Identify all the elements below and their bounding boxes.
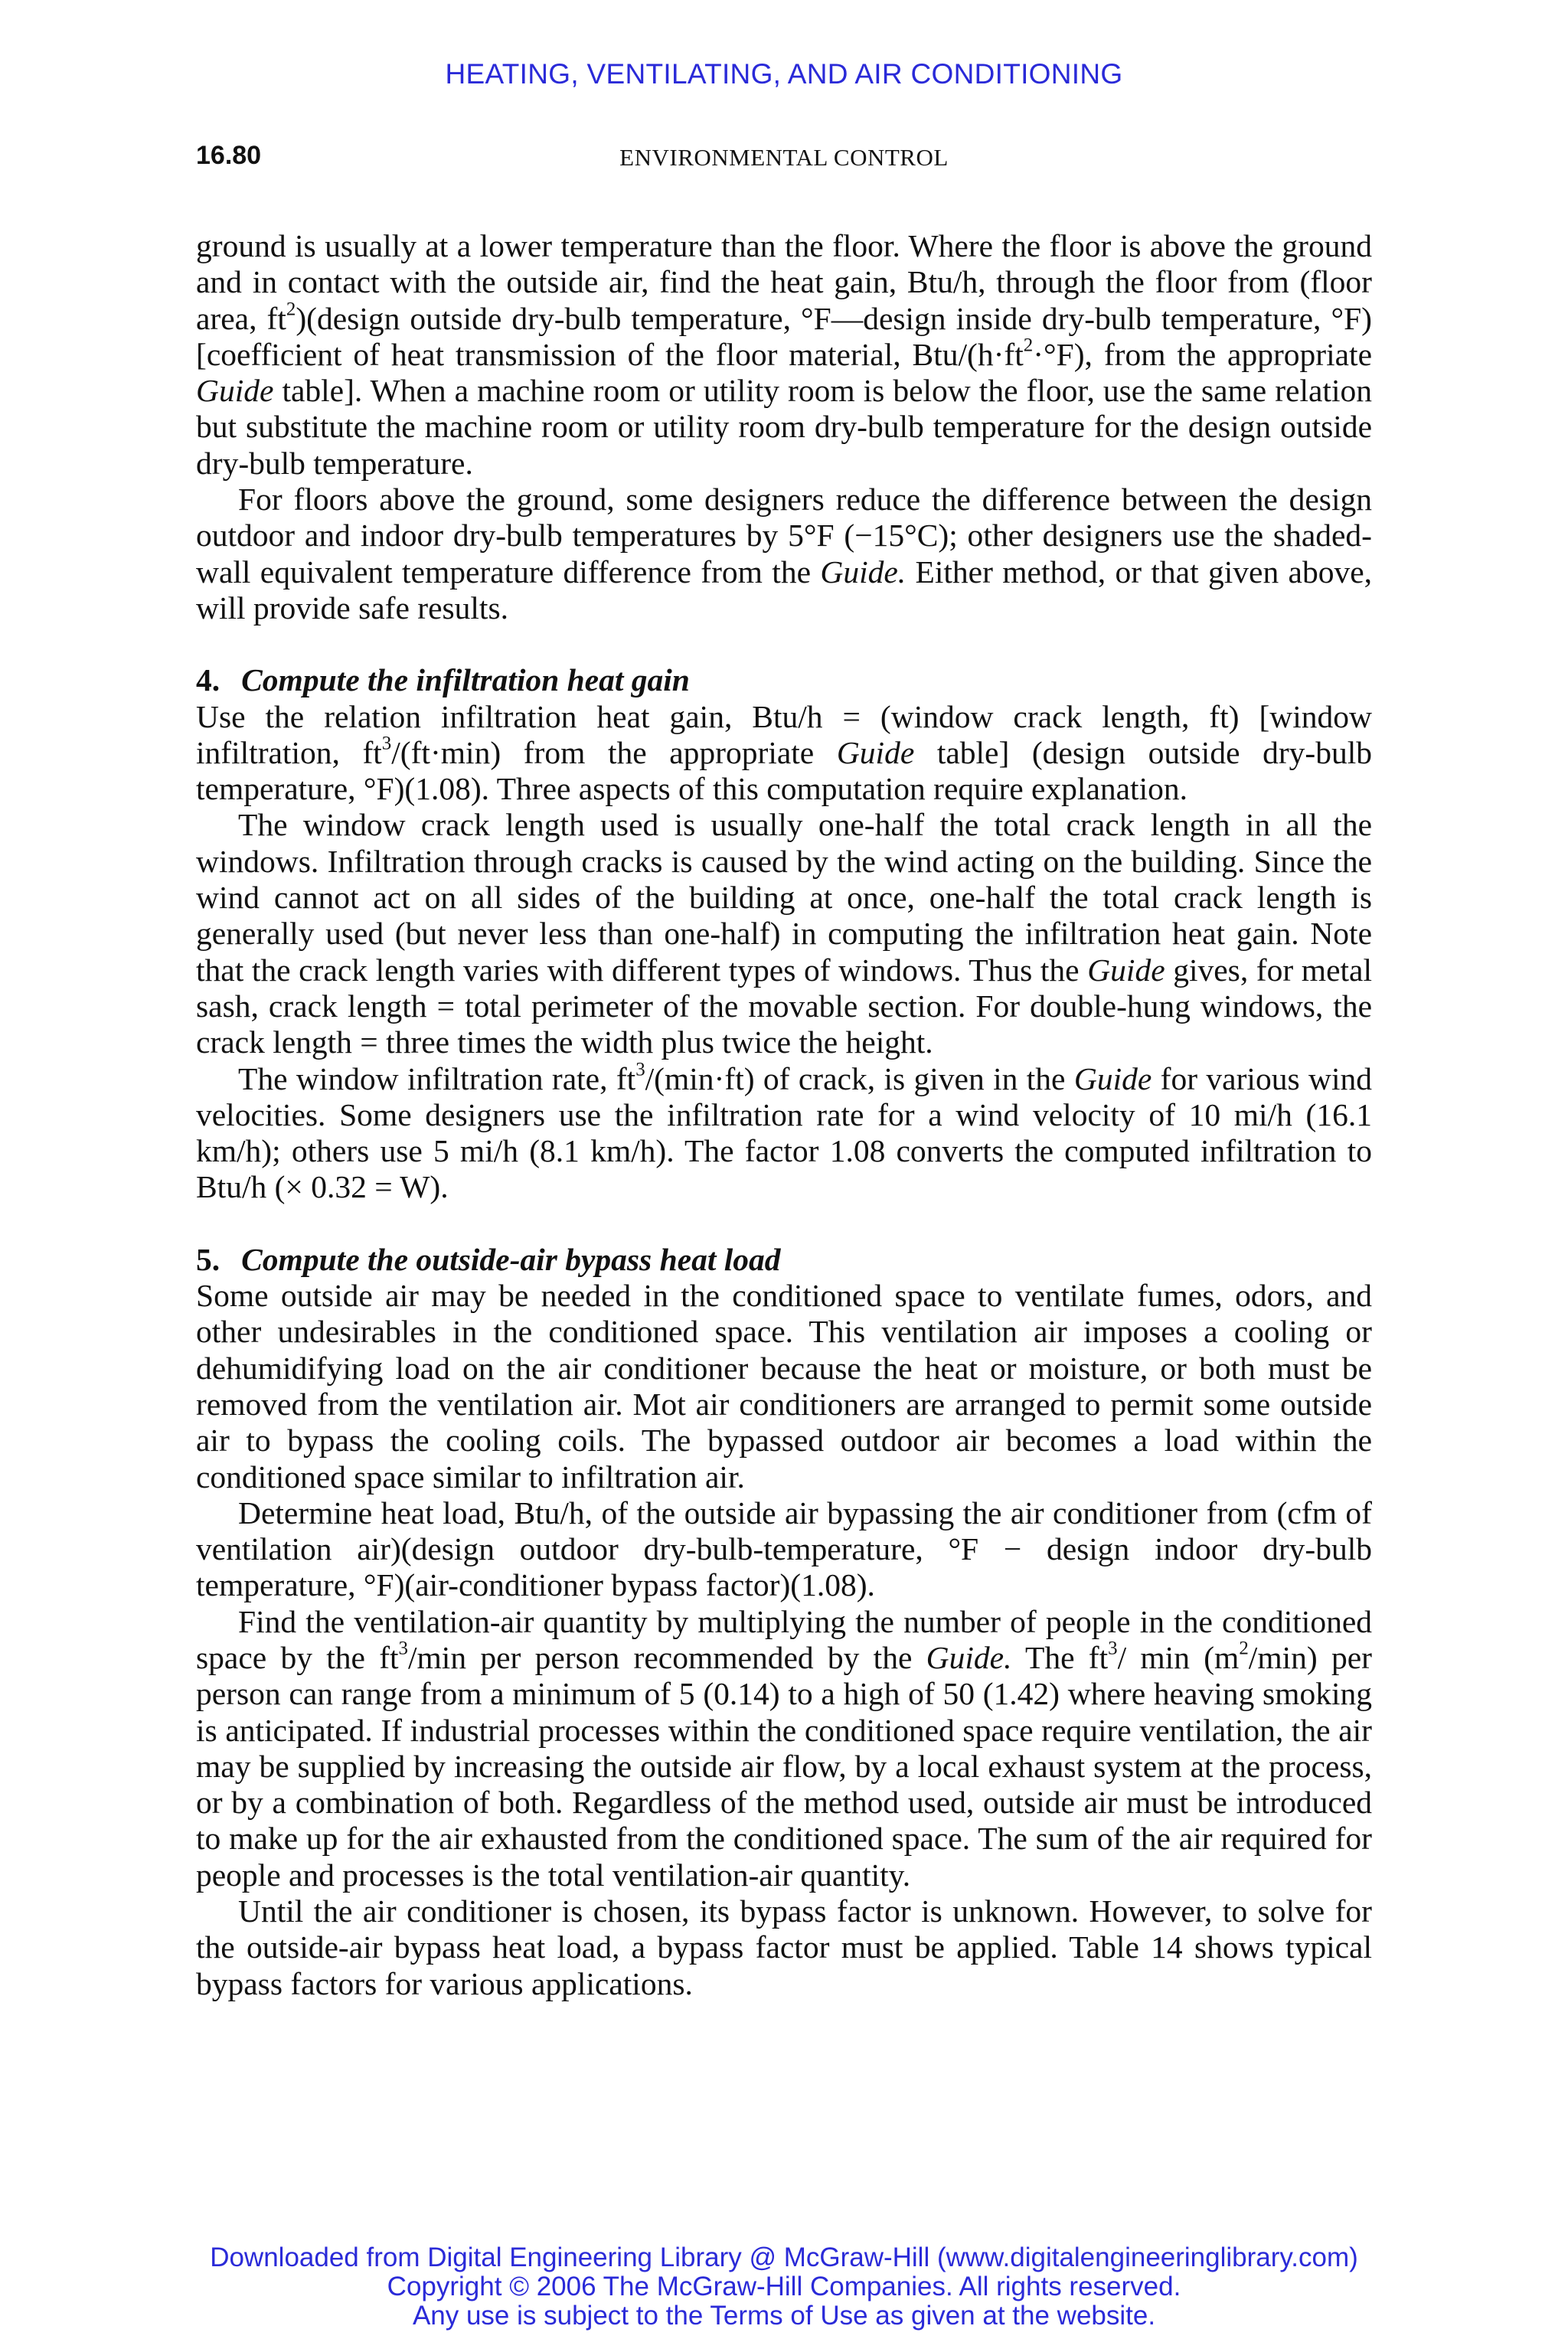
paragraph-outside-air: Some outside air may be needed in the conditioned space to ventilate fumes, odors, and other undesirables in the conditioned space. This ventilation air imposes a cooling or dehumidifying load on the air conditioner because the heat or moisture, or both must be removed from the ventilation air. Mot air conditioners are arranged to permit some outside air to bypass the cooling coils. The bypassed outdoor air becomes a load within the conditioned space similar to infiltration air. [196,1278,1372,1494]
paragraph-bypass-factor: Until the air conditioner is chosen, its bypass factor is unknown. However, to solve for the outside-air bypass heat load, a bypass factor must be applied. Table 14 shows typical bypass factors for various applications. [196,1893,1372,2001]
step-title: Compute the outside-air bypass heat load [241,1241,781,1277]
page-number: 16.80 [196,141,262,170]
step-title: Compute the infiltration heat gain [241,662,690,698]
paragraph-bypass-heat-load: Determine heat load, Btu/h, of the outside air bypassing the air conditioner from (cfm of ventilation air)(design outdoor dry-bulb-temperature, °F − design indoor dry-bulb temperature, °F)(air-conditioner bypass factor)(1.08). [196,1494,1372,1603]
step-number: 4. [196,662,220,698]
footer-terms: Any use is subject to the Terms of Use as given at the website. [412,2301,1156,2331]
step-number: 5. [196,1241,220,1277]
paragraph-infiltration-relation: Use the relation infiltration heat gain, Btu/h = (window crack length, ft) [window infiltration, $ft^3/(ft\cdot\min)$ from the appropriate Guide table] (design outside dry-bulb temperature, °F)(1.08). Three aspects of this computation require explanation. [196,698,1372,807]
paragraph-ventilation-quantity: Find the ventilation-air quantity by multiplying the number of people in the conditioned space by the $ft^3/\min$ per person recommended by the Guide. The $ft^3/$ $\min (m^2/\min)$ per person can range from a minimum of 5 (0.14) to a high of 50 (1.42) where heaving smoking is anticipated. If industrial processes within the conditioned space require ventilation, the air may be supplied by increasing the outside air flow, by a local exhaust system at the process, or by a combination of both. Regardless of the method used, outside air must be introduced to make up for the air exhausted from the conditioned space. The sum of the air required for people and processes is the total ventilation-air quantity. [196,1603,1372,1893]
footer-notice [0,2243,1568,2331]
paragraph-crack-length: The window crack length used is usually one-half the total crack length in all the windows. Infiltration through cracks is caused by the wind acting on the building. Since the wind cannot act on all sides of the building at once, one-half the total crack length is generally used (but never less than one-half) in computing the infiltration heat gain. Note that the crack length varies with different types of windows. Thus the Guide gives, for metal sash, crack length = total perimeter of the movable section. For double-hung windows, the crack length = three times the width plus twice the height. [196,807,1372,1060]
step-4-heading [196,662,1372,698]
paragraph-floor-heat-gain: ground is usually at a lower temperature than the floor. Where the floor is above the ground and in contact with the outside air, find the heat gain, Btu/h, through the floor from (floor area, $ft^2)(design$ outside dry-bulb temperature, °F—design inside dry-bulb temperature, °F) [coefficient of heat transmission of the floor material, Btu/$(h\cdot ft^2\cdot^\circ F)$, from the appropriate Guide table]. When a machine room or utility room is below the floor, use the same relation but substitute the machine room or utility room dry-bulb temperature for the design outside dry-bulb temperature. [196,228,1372,481]
book-title-banner: HEATING, VENTILATING, AND AIR CONDITIONING [445,58,1123,90]
footer-copyright: Copyright © 2006 The McGraw-Hill Companies. All rights reserved. [387,2272,1181,2301]
paragraph-infiltration-rate: The window infiltration rate, $ft^3/(\min\cdot ft)$ of crack, is given in the Guide for various wind velocities. Some designers use the infiltration rate for a wind velocity of 10 mi/h (16.1 km/h); others use 5 mi/h (8.1 km/h). The factor 1.08 converts the computed infiltration to Btu/h (× 0.32 = W). [196,1058,1372,1205]
step-5-heading [196,1242,1372,1278]
footer-download-link[interactable]: Downloaded from Digital Engineering Library @ McGraw-Hill (www.digitalengineeringlibrary.com) [210,2243,1358,2272]
page-body [196,228,1372,2002]
paragraph-floors-above-ground: For floors above the ground, some designers reduce the difference between the design outdoor and indoor dry-bulb temperatures by 5°F (−15°C); other designers use the shaded-wall equivalent temperature difference from the Guide. Either method, or that given above, will provide safe results. [196,482,1373,626]
section-title: ENVIRONMENTAL CONTROL [619,144,949,171]
running-head [196,141,1372,175]
